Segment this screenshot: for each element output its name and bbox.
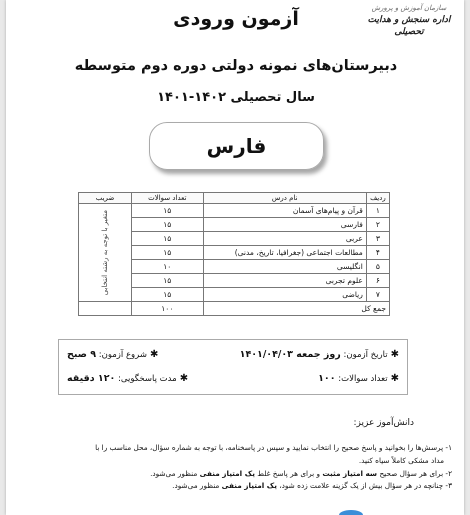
instruction-2-a: ۲- برای هر سؤال صحیح bbox=[379, 468, 452, 478]
instruction-3-c: منظور می‌شود. bbox=[172, 481, 220, 491]
logo-line1: سازمان آموزش و پرورش bbox=[371, 4, 447, 12]
star-icon: ✱ bbox=[390, 349, 399, 360]
count-cell: ۱۵ bbox=[132, 232, 203, 246]
header-question-count: تعداد سوالات bbox=[132, 193, 203, 204]
star-icon: ✱ bbox=[179, 373, 189, 384]
subject-cell: انگلیسی bbox=[203, 260, 366, 274]
exam-title: آزمون ورودی bbox=[173, 8, 299, 30]
exam-duration bbox=[67, 373, 188, 384]
subject-cell: فارسی bbox=[203, 218, 366, 232]
instruction-2-d: یک امتیاز منفی bbox=[199, 468, 255, 478]
empty-cell bbox=[79, 302, 132, 316]
instruction-2-b: سه امتیاز مثبت bbox=[322, 468, 378, 478]
row-number: ۱ bbox=[366, 204, 389, 218]
greeting: دانش‌آموز عزیز: bbox=[353, 418, 414, 428]
instruction-3-a: ۳- چنانچه در هر سؤال بیش از یک گزینه علامت زده شود، bbox=[279, 481, 452, 491]
instruction-2-e: منظور می‌شود. bbox=[150, 468, 198, 478]
duration-label: مدت پاسخگویی: bbox=[118, 374, 177, 384]
row-number: ۴ bbox=[366, 246, 389, 260]
row-number: ۵ bbox=[366, 260, 389, 274]
instructions bbox=[12, 442, 452, 493]
academic-year: سال تحصیلی ۱۴۰۲-۱۴۰۱ bbox=[157, 90, 315, 105]
total-count: ۱۰۰ bbox=[132, 302, 203, 316]
header-subject-name: نام درس bbox=[203, 193, 366, 204]
org-logo bbox=[364, 4, 454, 39]
question-count-value: ۱۰۰ bbox=[318, 373, 336, 384]
subject-cell: قرآن و پیام‌های آسمان bbox=[203, 204, 366, 218]
exam-date-label: تاریخ آزمون: bbox=[343, 350, 388, 360]
subject-cell: مطالعات اجتماعی (جغرافیا، تاریخ، مدنی) bbox=[203, 246, 366, 260]
exam-start-value: ۹ صبح bbox=[67, 349, 97, 360]
subject-box bbox=[149, 122, 324, 170]
count-cell: ۱۵ bbox=[132, 274, 203, 288]
total-label: جمع کل bbox=[203, 302, 389, 316]
count-cell: ۱۵ bbox=[132, 204, 203, 218]
instruction-1: ۱- پرسش‌ها را بخوانید و پاسخ صحیح را انتخاب نمایید و سپس در پاسخنامه، با توجه به شماره سؤال، محل مناسب را با bbox=[95, 443, 452, 452]
subject-cell: ریاضی bbox=[203, 288, 366, 302]
logo-line2: اداره سنجش و هدایت تحصیلی bbox=[367, 14, 451, 38]
table-header-row bbox=[79, 193, 390, 204]
coefficient-note: متغیر با توجه به رشته انتخابی bbox=[101, 209, 110, 296]
subjects-table bbox=[78, 192, 390, 316]
star-icon: ✱ bbox=[390, 373, 399, 384]
count-cell: ۱۰ bbox=[132, 260, 203, 274]
subject-cell: عربی bbox=[203, 232, 366, 246]
decorative-mark bbox=[339, 510, 363, 515]
row-number: ۷ bbox=[366, 288, 389, 302]
instruction-3 bbox=[12, 480, 452, 493]
instruction-1-cont: مداد مشکی کاملاً سیاه کنید. bbox=[358, 455, 444, 465]
exam-info-box bbox=[58, 339, 408, 395]
question-count bbox=[318, 373, 399, 384]
row-number: ۶ bbox=[366, 274, 389, 288]
exam-start-label: شروع آزمون: bbox=[98, 350, 147, 360]
exam-date bbox=[240, 349, 399, 360]
exam-start bbox=[67, 349, 158, 360]
row-number: ۳ bbox=[366, 232, 389, 246]
header-coefficient: ضریب bbox=[79, 193, 132, 204]
duration-value: ۱۲۰ دقیقه bbox=[67, 373, 116, 384]
instruction-2-c: و برای هر پاسخ غلط bbox=[257, 468, 320, 478]
exam-date-value: روز جمعه ۱۴۰۱/۰۴/۰۳ bbox=[239, 349, 341, 360]
count-cell: ۱۵ bbox=[132, 218, 203, 232]
subject-cell: علوم تجربی bbox=[203, 274, 366, 288]
question-count-label: تعداد سوالات: bbox=[338, 374, 388, 384]
instruction-2 bbox=[12, 468, 452, 481]
table-row bbox=[79, 204, 390, 218]
coefficient-cell bbox=[79, 204, 132, 302]
exam-page bbox=[6, 0, 464, 515]
row-number: ۲ bbox=[366, 218, 389, 232]
instruction-3-b: یک امتیاز منفی bbox=[221, 481, 277, 491]
subject-name: فارس bbox=[206, 134, 267, 158]
count-cell: ۱۵ bbox=[132, 288, 203, 302]
total-row bbox=[79, 302, 390, 316]
count-cell: ۱۵ bbox=[132, 246, 203, 260]
exam-subtitle: دبیرستان‌های نمونه دولتی دوره دوم متوسطه bbox=[74, 58, 398, 74]
header-row-no: ردیف bbox=[366, 193, 389, 204]
star-icon: ✱ bbox=[149, 349, 159, 360]
